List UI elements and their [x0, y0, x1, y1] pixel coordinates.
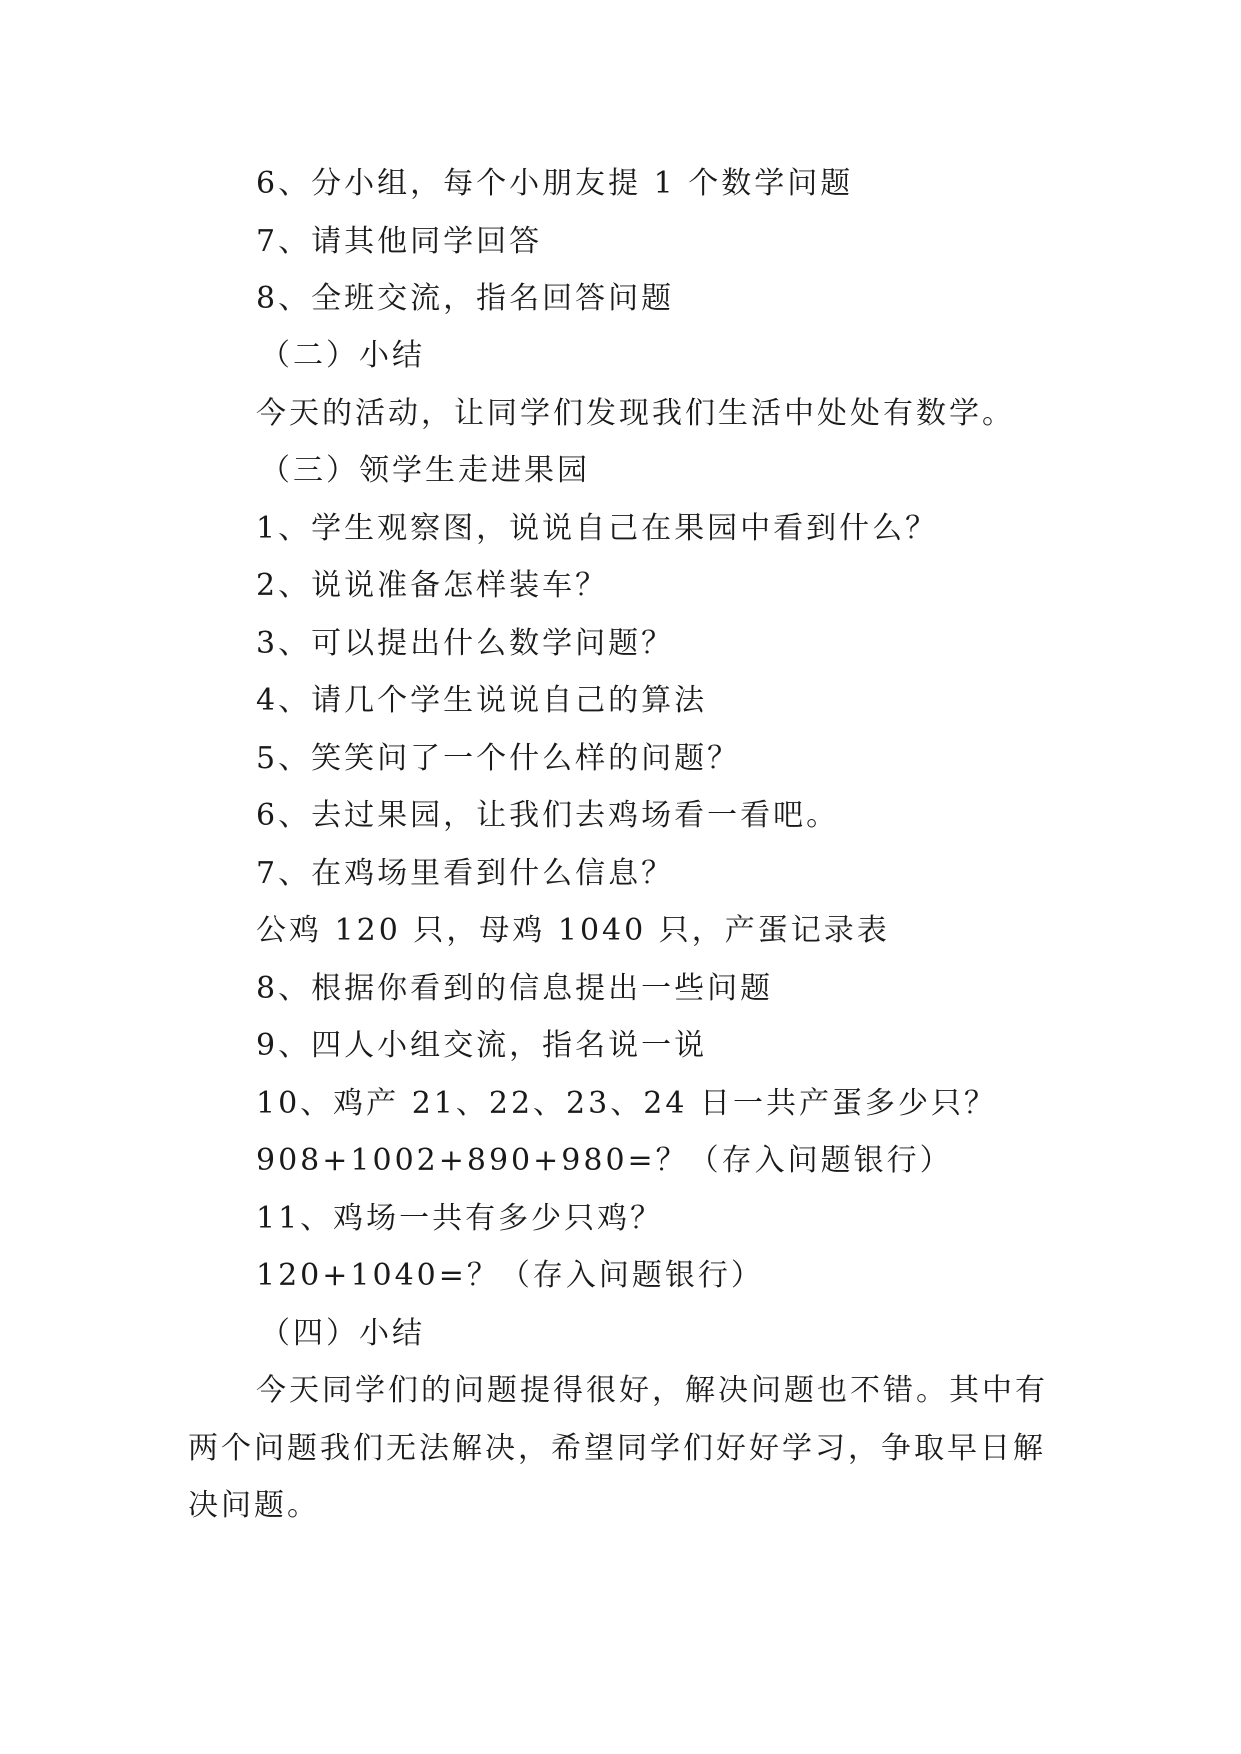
text-line: 6、去过果园，让我们去鸡场看一看吧。 — [256, 798, 840, 833]
text-line: 3、可以提出什么数学问题？ — [256, 626, 675, 661]
section-heading: （二）小结 — [260, 338, 425, 373]
text-line: 10、鸡产 21、22、23、24 日一共产蛋多少只？ — [256, 1086, 997, 1121]
section-heading: （三）领学生走进果园 — [260, 453, 590, 488]
text-line: 7、在鸡场里看到什么信息？ — [256, 856, 675, 891]
closing-paragraph-line: 决问题。 — [188, 1488, 320, 1523]
text-line: 908+1002+890+980=？（存入问题银行） — [256, 1143, 953, 1178]
text-line: 1、学生观察图，说说自己在果园中看到什么？ — [256, 511, 939, 546]
text-line: 8、全班交流，指名回答问题 — [256, 281, 675, 316]
text-line: 2、说说准备怎样装车？ — [256, 568, 609, 603]
text-line: 4、请几个学生说说自己的算法 — [256, 683, 708, 718]
text-line: 120+1040=？（存入问题银行） — [256, 1258, 764, 1293]
closing-paragraph-line: 两个问题我们无法解决，希望同学们好好学习，争取早日解 — [188, 1431, 1046, 1466]
text-line: 7、请其他同学回答 — [256, 224, 543, 259]
section-heading: （四）小结 — [260, 1316, 425, 1351]
text-line: 11、鸡场一共有多少只鸡？ — [256, 1201, 664, 1236]
closing-paragraph-line: 今天同学们的问题提得很好，解决问题也不错。其中有 — [256, 1373, 1048, 1408]
text-line: 8、根据你看到的信息提出一些问题 — [256, 971, 774, 1006]
text-line: 6、分小组，每个小朋友提 1 个数学问题 — [256, 166, 854, 201]
text-line: 今天的活动，让同学们发现我们生活中处处有数学。 — [256, 396, 1015, 431]
text-line: 9、四人小组交流，指名说一说 — [256, 1028, 708, 1063]
text-line: 公鸡 120 只，母鸡 1040 只，产蛋记录表 — [256, 913, 890, 948]
text-line: 5、笑笑问了一个什么样的问题？ — [256, 741, 741, 776]
